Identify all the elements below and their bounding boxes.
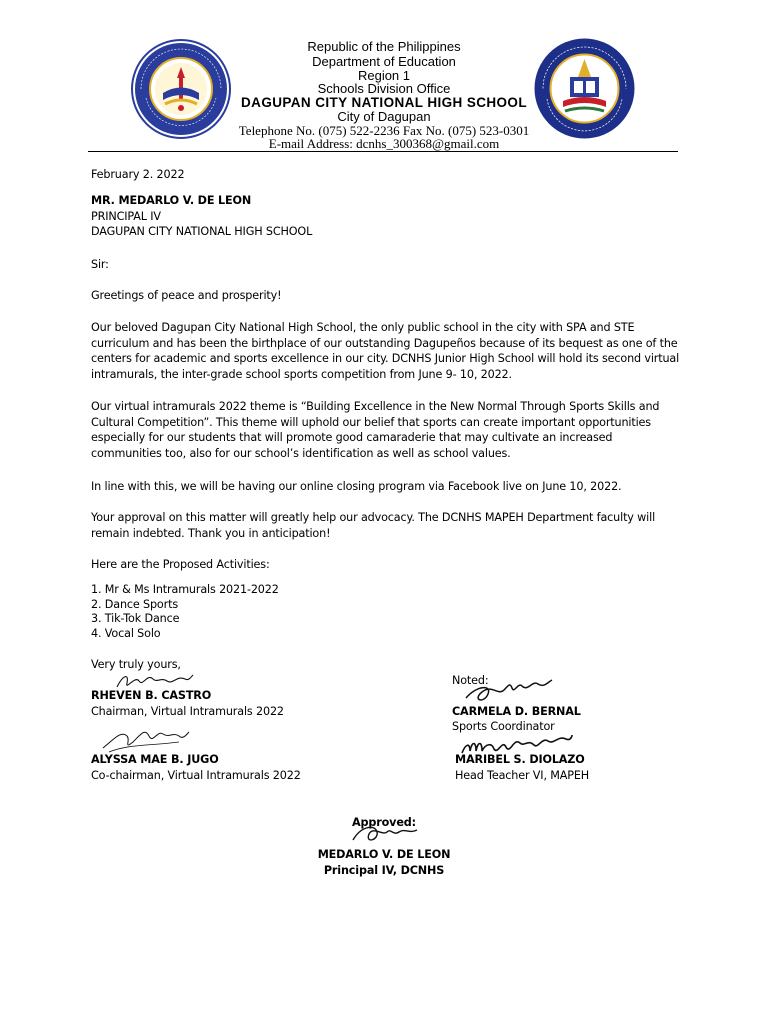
letterhead-city: City of Dagupan [337, 109, 431, 124]
chairman-name: RHEVEN B. CASTRO [91, 689, 212, 702]
body-paragraph-4: Your approval on this matter will greatly help our advocacy. The DCNHS MAPEH Department faculty will remain indebted. Thank you in anticipation! [91, 511, 656, 540]
body-paragraph-3: In line with this, we will be having our online closing program via Facebook live on June 10, 2022. [91, 480, 622, 493]
letterhead-school-name: DAGUPAN CITY NATIONAL HIGH SCHOOL [241, 95, 527, 110]
cochairman-signature [99, 722, 191, 756]
principal-name: MEDARLO V. DE LEON [317, 848, 451, 861]
letter-date: February 2. 2022 [91, 168, 185, 181]
cochairman-role: Co-chairman, Virtual Intramurals 2022 [91, 769, 301, 782]
cochairman-name: ALYSSA MAE B. JUGO [91, 753, 219, 766]
chairman-role: Chairman, Virtual Intramurals 2022 [91, 705, 284, 718]
noted-label: Noted: [452, 674, 489, 687]
approved-label: Approved: [352, 816, 416, 829]
activities-intro: Here are the Proposed Activities: [91, 558, 270, 571]
sports-coordinator-name: CARMELA D. BERNAL [452, 705, 581, 718]
principal-role: Principal IV, DCNHS [323, 864, 445, 877]
body-paragraph-2: Our virtual intramurals 2022 theme is “Building Excellence in the New Normal Through Sports Skills and Cultural Competition”. This theme will uphold our belief that sports can create important opportunities especially for our students that will promote good camaraderie that may cultivate an increased communities too, also for our school’s identification as well as school values. [91, 400, 660, 460]
activity-item: 1. Mr & Ms Intramurals 2021-2022 [91, 583, 279, 596]
salutation: Sir: [91, 258, 109, 271]
letterhead-telephone: Telephone No. (075) 522-2236 Fax No. (075) 523-0301 [238, 123, 530, 138]
letterhead-divider [88, 151, 678, 152]
activity-item: 3. Tik-Tok Dance [91, 612, 180, 625]
letterhead-region: Region 1 [357, 68, 411, 83]
greeting: Greetings of peace and prosperity! [91, 289, 282, 302]
head-teacher-role: Head Teacher VI, MAPEH [455, 769, 590, 782]
letterhead-division: Schools Division Office [317, 81, 451, 96]
sports-coordinator-role: Sports Coordinator [452, 720, 555, 733]
letterhead-republic: Republic of the Philippines [307, 39, 461, 54]
head-teacher-name: MARIBEL S. DIOLAZO [455, 753, 585, 766]
recipient-name: MR. MEDARLO V. DE LEON [91, 194, 252, 207]
letterhead-department: Department of Education [312, 54, 456, 69]
closing: Very truly yours, [91, 658, 181, 671]
activity-item: 2. Dance Sports [91, 598, 178, 611]
recipient-school: DAGUPAN CITY NATIONAL HIGH SCHOOL [91, 225, 313, 238]
principal-signature [347, 818, 419, 848]
body-paragraph-1: Our beloved Dagupan City National High School, the only public school in the city with SPA and STE curriculum and has been the birthplace of our outstanding Dagupeños because of its bequest as one of the centers for academic and sports excellence in our city. DCNHS Junior High School will hold its second virtual intramurals, the inter-grade school sports competition from June 9- 10, 2022. [91, 321, 680, 381]
recipient-title: PRINCIPAL IV [91, 210, 161, 223]
activity-item: 4. Vocal Solo [91, 627, 161, 640]
letterhead-email: E-mail Address: dcnhs_300368@gmail.com [268, 136, 500, 151]
